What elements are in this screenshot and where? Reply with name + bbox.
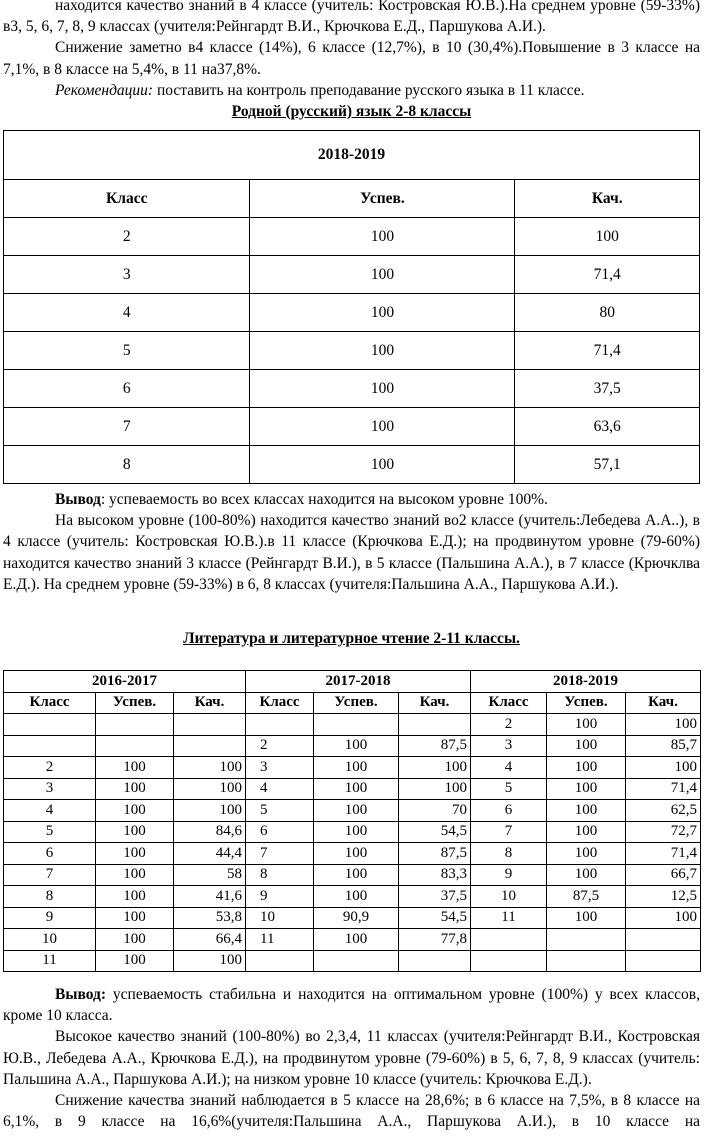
table2-cell: 54,5 [399, 907, 471, 929]
table-row [4, 821, 701, 843]
table2-cell: 100 [547, 821, 626, 843]
table1-cell: 100 [250, 370, 515, 408]
table-row [4, 800, 701, 822]
table2-cell: 90,9 [314, 907, 399, 929]
table-row [4, 408, 700, 446]
table1-cell: 7 [4, 408, 250, 446]
section2-conclusion [3, 984, 700, 1026]
table2-cell: 100 [96, 757, 174, 779]
table2-cell [399, 714, 471, 736]
table2-cell: 9 [471, 864, 547, 886]
table2-cell: 100 [314, 929, 399, 951]
table2-cell: 100 [314, 886, 399, 908]
table2-cell: 100 [547, 843, 626, 865]
table2-cell: 100 [626, 757, 701, 779]
table-row [4, 778, 701, 800]
section1-conclusion [3, 489, 700, 510]
table2-cell: 58 [174, 864, 246, 886]
section1-conclusion-text: : успеваемость во всех классах находится на высоком уровне 100%. [100, 491, 548, 508]
table2-cell: 3 [246, 757, 314, 779]
table2-column-header: Класс [471, 692, 547, 714]
table2-cell: 10 [4, 929, 96, 951]
table2-cell: 6 [471, 800, 547, 822]
table1-column-header: Успев. [250, 180, 515, 218]
table2-cell [626, 950, 701, 972]
table2-cell: 100 [96, 886, 174, 908]
table2-cell: 9 [4, 907, 96, 929]
table2-cell: 100 [174, 800, 246, 822]
table-row [4, 735, 701, 757]
table-row [4, 256, 700, 294]
table-row [4, 370, 700, 408]
table2-cell: 100 [399, 757, 471, 779]
table2-cell: 100 [314, 821, 399, 843]
table2-cell: 100 [547, 864, 626, 886]
table1-cell: 63,6 [515, 408, 700, 446]
table2-cell: 87,5 [399, 735, 471, 757]
table2-cell: 100 [314, 800, 399, 822]
table1-cell: 71,4 [515, 332, 700, 370]
intro-paragraph-1: находится качество знаний в 4 классе (учитель: Костровская Ю.В.).На среднем уровне (59-33%) в3, 5, 6, 7, 8, 9 классах (учителя:Рейнгардт В.И., Крючкова Е.Д., Паршукова А.И.). [3, 0, 700, 36]
table2-cell: 11 [471, 907, 547, 929]
table2-cell: 8 [246, 864, 314, 886]
section2-paragraph-3: Снижение качества знаний наблюдается в 5 классе на 28,6%; в 6 классе на 7,5%, в 8 классе на 6,1%, в 9 классе на 16,6%(учителя:Пальшина А.А., Паршукова А.И.), в 10 классе на [3, 1092, 700, 1131]
table2-year-header: 2018-2019 [471, 671, 701, 693]
table2-cell: 77,8 [399, 929, 471, 951]
table2-cell: 100 [314, 735, 399, 757]
table2-cell [314, 950, 399, 972]
table2-cell [399, 950, 471, 972]
table2-cell: 2 [4, 757, 96, 779]
table2-cell: 100 [626, 907, 701, 929]
table2-cell: 100 [547, 714, 626, 736]
section1-conclusion-block [3, 489, 700, 595]
table2-cell: 5 [471, 778, 547, 800]
table2-cell: 37,5 [399, 886, 471, 908]
section2-paragraph-2: Высокое качество знаний (100-80%) во 2,3,4, 11 классах (учителя:Рейнгардт В.И., Костровская Ю.В., Лебедева А.А., Крючкова Е.Д.), на продвинутом уровне (79-60%) в 5, 6, 7, 8, 9 классах (учитель: Пальшина А.А., Паршукова А.И.); на низком уровне 10 классе (учитель: Крючкова Е.Д.). [3, 1028, 700, 1088]
table2-cell: 7 [246, 843, 314, 865]
table2-cell: 5 [4, 821, 96, 843]
table2-cell: 12,5 [626, 886, 701, 908]
recommendation-paragraph [3, 80, 700, 101]
table2-cell [96, 714, 174, 736]
table1-cell: 100 [250, 332, 515, 370]
table1-cell: 37,5 [515, 370, 700, 408]
table-row [4, 864, 701, 886]
table1-cell: 100 [250, 218, 515, 256]
table-row [4, 446, 700, 484]
table2-cell [4, 735, 96, 757]
table2-cell: 3 [4, 778, 96, 800]
section1-conclusion-label: Вывод [55, 491, 101, 508]
table1-year-header: 2018-2019 [4, 131, 700, 180]
table2-cell: 66,4 [174, 929, 246, 951]
table2-cell [547, 929, 626, 951]
section2-conclusion-block [3, 984, 700, 1132]
table2-cell: 100 [174, 757, 246, 779]
table1-cell: 5 [4, 332, 250, 370]
intro-paragraph-2: Снижение заметно в4 классе (14%), 6 классе (12,7%), в 10 (30,4%).Повышение в 3 классе на 7,1%, в 8 классе на 5,4%, в 11 на37,8%. [3, 39, 700, 78]
recommendation-label: Рекомендации: [55, 81, 154, 99]
table2-cell [471, 950, 547, 972]
table2-column-header: Успев. [314, 692, 399, 714]
table2-cell [174, 714, 246, 736]
table2-cell: 4 [471, 757, 547, 779]
table2-cell: 100 [314, 778, 399, 800]
table2-cell: 100 [96, 800, 174, 822]
table2-cell: 10 [471, 886, 547, 908]
table2-cell: 100 [96, 778, 174, 800]
table2-cell: 6 [246, 821, 314, 843]
table1-cell: 57,1 [515, 446, 700, 484]
section1-paragraph-2: На высоком уровне (100-80%) находится качество знаний во2 классе (учитель:Лебедева А.А..), в 4 классе (учитель: Костровская Ю.В.).в 11 классе (Крючкова Е.Д.); на продвинутом уровне (79-60%) находится качество знаний 3 классе (Рейнгардт В.И.), в 5 классе (Пальшина А.А.), в 7 классе (Крючклва Е.Д.). На среднем уровне (59-33%) в 6, 8 классах (учителя:Пальшина А.А., Паршукова А.И.). [3, 512, 700, 593]
table2-cell: 2 [246, 735, 314, 757]
table2-cell [4, 714, 96, 736]
table2-cell: 87,5 [547, 886, 626, 908]
table2-cell: 72,7 [626, 821, 701, 843]
table2-column-header: Успев. [547, 692, 626, 714]
table2-cell: 100 [96, 950, 174, 972]
table2-cell: 100 [547, 757, 626, 779]
literature-table [3, 670, 701, 972]
table2-cell [174, 735, 246, 757]
table2-year-header: 2016-2017 [4, 671, 246, 693]
table2-cell: 62,5 [626, 800, 701, 822]
table2-cell: 53,8 [174, 907, 246, 929]
table1-cell: 100 [515, 218, 700, 256]
table2-year-header: 2017-2018 [246, 671, 471, 693]
table2-cell: 3 [471, 735, 547, 757]
russian-language-table [3, 130, 700, 484]
table2-column-header: Кач. [626, 692, 701, 714]
table1-cell: 71,4 [515, 256, 700, 294]
table2-cell: 2 [471, 714, 547, 736]
table2-column-header: Успев. [96, 692, 174, 714]
table-row [4, 714, 701, 736]
table2-cell [314, 714, 399, 736]
table2-cell: 100 [174, 950, 246, 972]
table2-cell [246, 714, 314, 736]
table2-cell [246, 950, 314, 972]
table2-cell: 100 [96, 843, 174, 865]
table1-cell: 4 [4, 294, 250, 332]
table2-cell: 54,5 [399, 821, 471, 843]
table1-cell: 3 [4, 256, 250, 294]
table2-cell: 100 [547, 907, 626, 929]
table2-cell: 100 [547, 800, 626, 822]
table-row [4, 886, 701, 908]
table2-cell: 100 [314, 757, 399, 779]
table2-cell: 7 [4, 864, 96, 886]
table2-cell: 100 [626, 714, 701, 736]
section1-title: Родной (русский) язык 2-8 классы [231, 103, 472, 121]
table-row [4, 907, 701, 929]
table1-cell: 100 [250, 408, 515, 446]
table2-cell: 85,7 [626, 735, 701, 757]
table2-cell: 7 [471, 821, 547, 843]
table1-cell: 80 [515, 294, 700, 332]
table2-cell: 9 [246, 886, 314, 908]
table2-cell: 83,3 [399, 864, 471, 886]
table2-cell: 100 [96, 907, 174, 929]
table2-cell: 87,5 [399, 843, 471, 865]
table2-cell: 4 [246, 778, 314, 800]
table2-cell: 6 [4, 843, 96, 865]
table-row [4, 294, 700, 332]
table2-cell: 100 [96, 821, 174, 843]
table1-cell: 100 [250, 294, 515, 332]
table2-column-header: Класс [4, 692, 96, 714]
table2-cell [626, 929, 701, 951]
table2-cell [547, 950, 626, 972]
table2-cell: 5 [246, 800, 314, 822]
table2-cell: 71,4 [626, 843, 701, 865]
table1-cell: 2 [4, 218, 250, 256]
table2-cell: 44,4 [174, 843, 246, 865]
table2-cell: 71,4 [626, 778, 701, 800]
table-row [4, 929, 701, 951]
table2-cell [96, 735, 174, 757]
table2-cell: 100 [96, 929, 174, 951]
table2-cell: 66,7 [626, 864, 701, 886]
table2-cell: 84,6 [174, 821, 246, 843]
table-row [4, 218, 700, 256]
table2-cell: 11 [4, 950, 96, 972]
table-row [4, 757, 701, 779]
section2-title: Литература и литературное чтение 2-11 классы. [183, 630, 520, 647]
table2-cell: 8 [471, 843, 547, 865]
table1-cell: 100 [250, 446, 515, 484]
recommendation-text: поставить на контроль преподавание русского языка в 11 классе. [153, 81, 585, 99]
table2-cell: 8 [4, 886, 96, 908]
table2-cell: 100 [314, 864, 399, 886]
table2-cell: 100 [547, 778, 626, 800]
section2-conclusion-text: успеваемость стабильна и находится на оптимальном уровне (100%) у всех классов, кроме 10 класса. [3, 986, 700, 1025]
table-row [4, 332, 700, 370]
table2-column-header: Класс [246, 692, 314, 714]
table2-cell: 70 [399, 800, 471, 822]
table2-column-header: Кач. [399, 692, 471, 714]
section2-conclusion-label: Вывод: [55, 986, 107, 1003]
table-row [4, 950, 701, 972]
table2-cell: 100 [547, 735, 626, 757]
table1-column-header: Класс [4, 180, 250, 218]
table2-cell: 100 [96, 864, 174, 886]
table2-cell: 100 [399, 778, 471, 800]
table2-cell: 100 [314, 843, 399, 865]
table2-cell: 11 [246, 929, 314, 951]
intro-block [3, 0, 700, 122]
table2-cell: 4 [4, 800, 96, 822]
table2-cell: 10 [246, 907, 314, 929]
table2-cell: 41,6 [174, 886, 246, 908]
table-row [4, 843, 701, 865]
table2-cell [471, 929, 547, 951]
table2-column-header: Кач. [174, 692, 246, 714]
table1-cell: 6 [4, 370, 250, 408]
table1-cell: 8 [4, 446, 250, 484]
table1-column-header: Кач. [515, 180, 700, 218]
table2-cell: 100 [174, 778, 246, 800]
table1-cell: 100 [250, 256, 515, 294]
